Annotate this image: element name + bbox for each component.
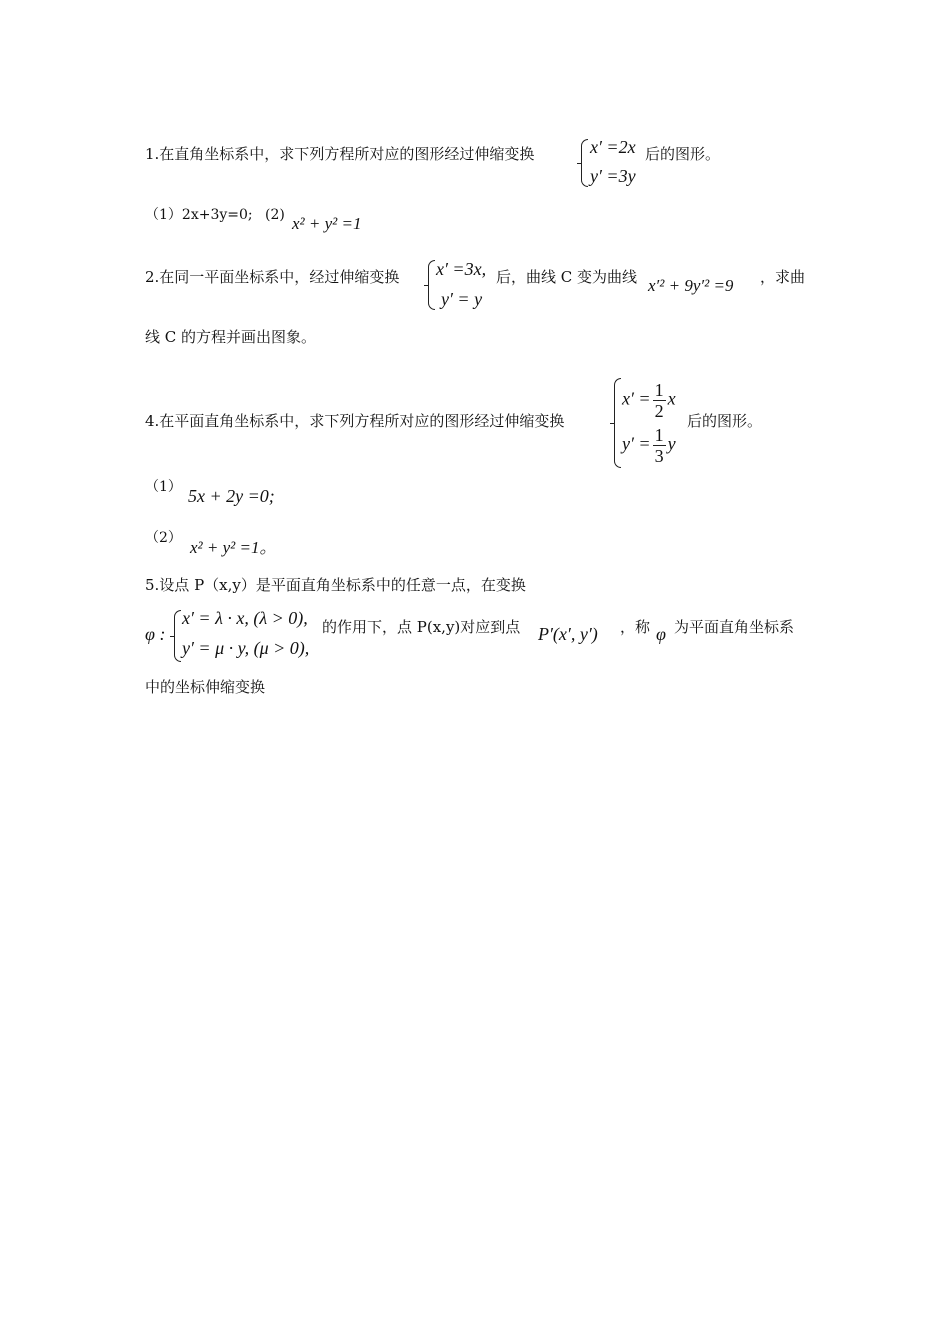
q4-y-fraction [653,425,666,466]
q5-text-mid: 的作用下，点 P(x,y)对应到点 [322,618,521,636]
q5-phi-label: φ : [145,624,166,644]
q2-text: 2.在同一平面坐标系中，经过伸缩变换 [145,268,400,286]
q5-point: P′(x′, y′) [538,624,598,644]
q4-system-brace [614,378,621,468]
q5-system-line2: y′ = μ · y, (μ > 0), [182,638,310,658]
q5-system-brace [174,610,181,662]
q5-text-line1: 5.设点 P（x,y）是平面直角坐标系中的任意一点，在变换 [145,576,526,594]
q2-system-line1: x′ =3x, [436,259,487,279]
q5-phi: φ [656,624,666,644]
q2-text-end: ，求曲 [760,268,806,286]
q1-system-line1: x′ =2x [590,137,636,157]
q2-text-mid: 后，曲线 C 变为曲线 [496,268,638,286]
q4-x-lhs: x′ = [622,388,651,409]
q1-system-line2: y′ =3y [590,166,636,186]
q1-sub2-equation: x² + y² =1 [292,214,362,233]
q5-text-end-b: 为平面直角坐标系 [674,618,795,636]
q1-sub1: （1）2x+3y=0; [145,207,253,223]
q1-text: 1.在直角坐标系中，求下列方程所对应的图形经过伸缩变换 [145,145,535,163]
q4-sub1-label: （1） [145,479,182,495]
q4-y-denominator: 3 [654,446,664,466]
q1-system-brace [581,139,588,187]
q4-x-denominator: 2 [654,401,664,421]
q4-system-y [622,425,676,466]
q4-sub1-equation: 5x + 2y =0; [188,486,275,506]
q4-text-after: 后的图形。 [687,412,763,430]
q1-text-after: 后的图形。 [645,145,721,163]
q4-sub2-equation: x² + y² =1。 [190,538,277,557]
q4-x-fraction [653,380,666,421]
q2-curve-equation: x′² + 9y′² =9 [648,276,734,295]
q2-text-line2: 线 C 的方程并画出图象。 [145,328,317,346]
q4-y-lhs: y′ = [622,433,651,454]
q1-sub2-label: (2) [265,207,285,223]
q4-system-x [622,380,676,421]
q4-text: 4.在平面直角坐标系中，求下列方程所对应的图形经过伸缩变换 [145,412,565,430]
q4-y-var: y [667,433,676,454]
q5-text-end-a: ，称 [620,618,651,636]
q4-sub2-label: （2） [145,530,182,546]
q5-system-line1: x′ = λ · x, (λ > 0), [182,608,308,628]
q2-system-brace [428,260,435,310]
q5-text-line3: 中的坐标伸缩变换 [145,678,266,696]
q2-system-line2: y′ = y [441,289,483,309]
q4-x-var: x [667,388,676,409]
q4-y-numerator: 1 [654,425,664,445]
q4-x-numerator: 1 [654,380,664,400]
